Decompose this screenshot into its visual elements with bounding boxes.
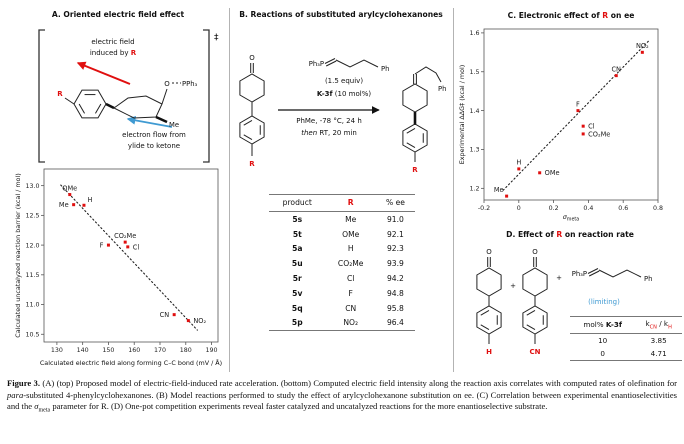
product-ph-label: Ph xyxy=(438,85,447,93)
svg-text:10.5: 10.5 xyxy=(25,331,40,339)
ee-table: product R % ee 5s Me 91.0 5t OMe 92.1 5a H 92.3 5u CO₂Me 93.9 5r Cl 94.2 5v F 94.8 5q CN 95.8 5p NO₂ 96.4 xyxy=(269,194,415,331)
svg-text:H: H xyxy=(516,158,522,167)
barrier-vs-field-chart xyxy=(8,162,230,374)
svg-text:CO₂Me: CO₂Me xyxy=(588,130,611,139)
equiv-label: (1.5 equiv) xyxy=(324,77,364,85)
svg-text:0.4: 0.4 xyxy=(583,205,594,212)
aryl-ring xyxy=(240,116,264,144)
plus-sign-1: + xyxy=(510,282,516,290)
ylide-pph3-label: Ph₃P xyxy=(571,270,587,278)
electric-field-arrow xyxy=(78,63,130,84)
product-aryl-ring xyxy=(403,124,427,152)
svg-text:1.2: 1.2 xyxy=(469,185,480,193)
pph3-label: PPh₃ xyxy=(182,80,198,88)
svg-text:170: 170 xyxy=(153,347,167,354)
ketone2-oxygen: O xyxy=(532,248,538,256)
ketone-oxygen: O xyxy=(249,54,255,62)
svg-text:Cl: Cl xyxy=(588,122,595,131)
panel-b-scheme xyxy=(232,30,453,192)
svg-text:12.5: 12.5 xyxy=(25,212,40,220)
panel-d-title: D. Effect of R on reaction rate xyxy=(506,230,634,239)
svg-text:Me: Me xyxy=(58,201,69,210)
svg-text:σmeta: $\sigma_{meta}$ xyxy=(562,213,580,223)
svg-text:190: 190 xyxy=(205,347,218,354)
cyclohexane-chair xyxy=(114,96,162,118)
product-chain xyxy=(415,67,441,82)
oxygen-label: O xyxy=(164,80,170,88)
me-wedge-bond xyxy=(156,117,167,122)
panel-b-title: B. Reactions of substituted arylcyclohexanones xyxy=(239,10,443,19)
svg-text:12.0: 12.0 xyxy=(25,242,40,250)
panel-a-title: A. Oriented electric field effect xyxy=(51,10,185,19)
svg-text:0.2: 0.2 xyxy=(548,205,559,212)
svg-text:160: 160 xyxy=(128,347,141,354)
ee-table-wrap xyxy=(269,194,415,331)
c-o-bond xyxy=(162,89,167,104)
ylide-ph-label: Ph xyxy=(381,65,390,73)
svg-text:1.3: 1.3 xyxy=(469,146,480,154)
svg-text:0.8: 0.8 xyxy=(652,205,664,212)
cn-substituent-label: CN xyxy=(529,348,541,356)
svg-text:Calculated uncatalyzed reactio: Calculated uncatalyzed reaction barrier (kcal / mol) xyxy=(14,173,22,338)
r-bond xyxy=(65,98,74,104)
r-substituent-label: R xyxy=(57,90,63,98)
benzene-ring xyxy=(74,90,106,118)
svg-text:CO₂Me: CO₂Me xyxy=(114,231,137,240)
field-label-line1: electric field xyxy=(91,38,135,46)
field-label-line2: induced by R xyxy=(89,49,137,57)
svg-text:11.0: 11.0 xyxy=(25,301,40,309)
product-r-label: R xyxy=(412,166,418,174)
right-bracket xyxy=(203,30,209,162)
svg-text:1.5: 1.5 xyxy=(469,68,480,76)
rate-table: mol% K-3f $k_{CN} / k_H$ 10 3.85 0 4.71 xyxy=(570,316,682,361)
svg-text:11.5: 11.5 xyxy=(25,272,40,280)
ylide-chain xyxy=(336,60,378,67)
catalyst-label: K-3f (10 mol%) xyxy=(316,90,372,98)
ketone1-ring xyxy=(477,268,501,296)
conditions-line1: PhMe, -78 °C, 24 h xyxy=(296,117,362,125)
transition-state-dagger: ‡ xyxy=(214,33,219,43)
svg-text:-0.2: -0.2 xyxy=(477,205,491,212)
conditions-line2: then RT, 20 min xyxy=(301,129,357,137)
limiting-label: (limiting) xyxy=(588,298,620,306)
panel-c-title: C. Electronic effect of R on ee xyxy=(507,11,635,20)
svg-text:H: H xyxy=(87,195,93,204)
svg-text:Calculated electric field alon: Calculated electric field along forming C–C bond (mV / Å) xyxy=(39,359,223,367)
svg-text:1.4: 1.4 xyxy=(469,107,480,115)
flow-label-line2: ylide to ketone xyxy=(127,142,181,150)
ee-vs-sigma-chart xyxy=(454,20,684,225)
svg-text:F: F xyxy=(99,241,104,250)
svg-text:130: 130 xyxy=(50,347,63,354)
svg-text:Me: Me xyxy=(493,186,504,195)
ketone1-oxygen: O xyxy=(486,248,492,256)
ketone2-ring xyxy=(523,268,547,296)
reactant-r-label: R xyxy=(249,160,255,168)
methyl-label: Me xyxy=(169,121,180,129)
ketone2-aryl xyxy=(523,306,547,334)
svg-text:CN: CN xyxy=(159,311,170,320)
panel-a-structure xyxy=(8,26,228,168)
svg-text:13.0: 13.0 xyxy=(25,182,40,190)
svg-text:F: F xyxy=(576,100,580,109)
svg-text:140: 140 xyxy=(76,347,89,354)
aryl-wedge-bond xyxy=(106,104,114,108)
svg-text:Experimental ΔΔG‡ (kcal / mol): Experimental ΔΔG‡ (kcal / mol) xyxy=(458,64,466,165)
svg-text:150: 150 xyxy=(102,347,115,354)
flow-label-line1: electron flow from xyxy=(122,131,186,139)
ylide-chain xyxy=(599,270,641,277)
svg-text:OMe: OMe xyxy=(62,184,78,193)
cyclohexanone-ring xyxy=(240,74,264,102)
ketone1-aryl xyxy=(477,306,501,334)
left-bracket xyxy=(39,30,45,162)
svg-text:0: 0 xyxy=(516,205,521,212)
rate-table-wrap xyxy=(570,316,682,361)
svg-text:0.6: 0.6 xyxy=(618,205,629,212)
ylide-ph-label: Ph xyxy=(644,275,653,283)
svg-text:NO₂: NO₂ xyxy=(193,316,207,325)
svg-text:OMe: OMe xyxy=(544,169,560,178)
svg-text:CN: CN xyxy=(611,65,622,74)
svg-text:Cl: Cl xyxy=(132,243,140,252)
figure-caption: Figure 3. (A) (top) Proposed model of electric-field-induced rate acceleration. (bottom) Computed electric field intensity along the reaction axis correlates with computed rates of olefination for para-substituted 4-phenylcyclohexanones. (B) Model reactions performed to study the effect of arylcyclohexanone substitution on ee. (C) Correlation between experimental enantioselectivities and the $\sigma_{meta}$ parameter for R. (D) One-pot competition experiments reveal faster catalyzed and uncatalyzed reactions for the more enantioselective substrate. xyxy=(7,378,677,414)
plus-sign-2: + xyxy=(556,274,562,282)
svg-text:NO₂: NO₂ xyxy=(635,42,649,51)
ylide-pph3-label: Ph₃P xyxy=(308,60,324,68)
svg-text:180: 180 xyxy=(179,347,192,354)
h-substituent-label: H xyxy=(486,348,492,356)
svg-text:1.6: 1.6 xyxy=(469,30,480,38)
product-cyclohexene-ring xyxy=(403,84,427,112)
